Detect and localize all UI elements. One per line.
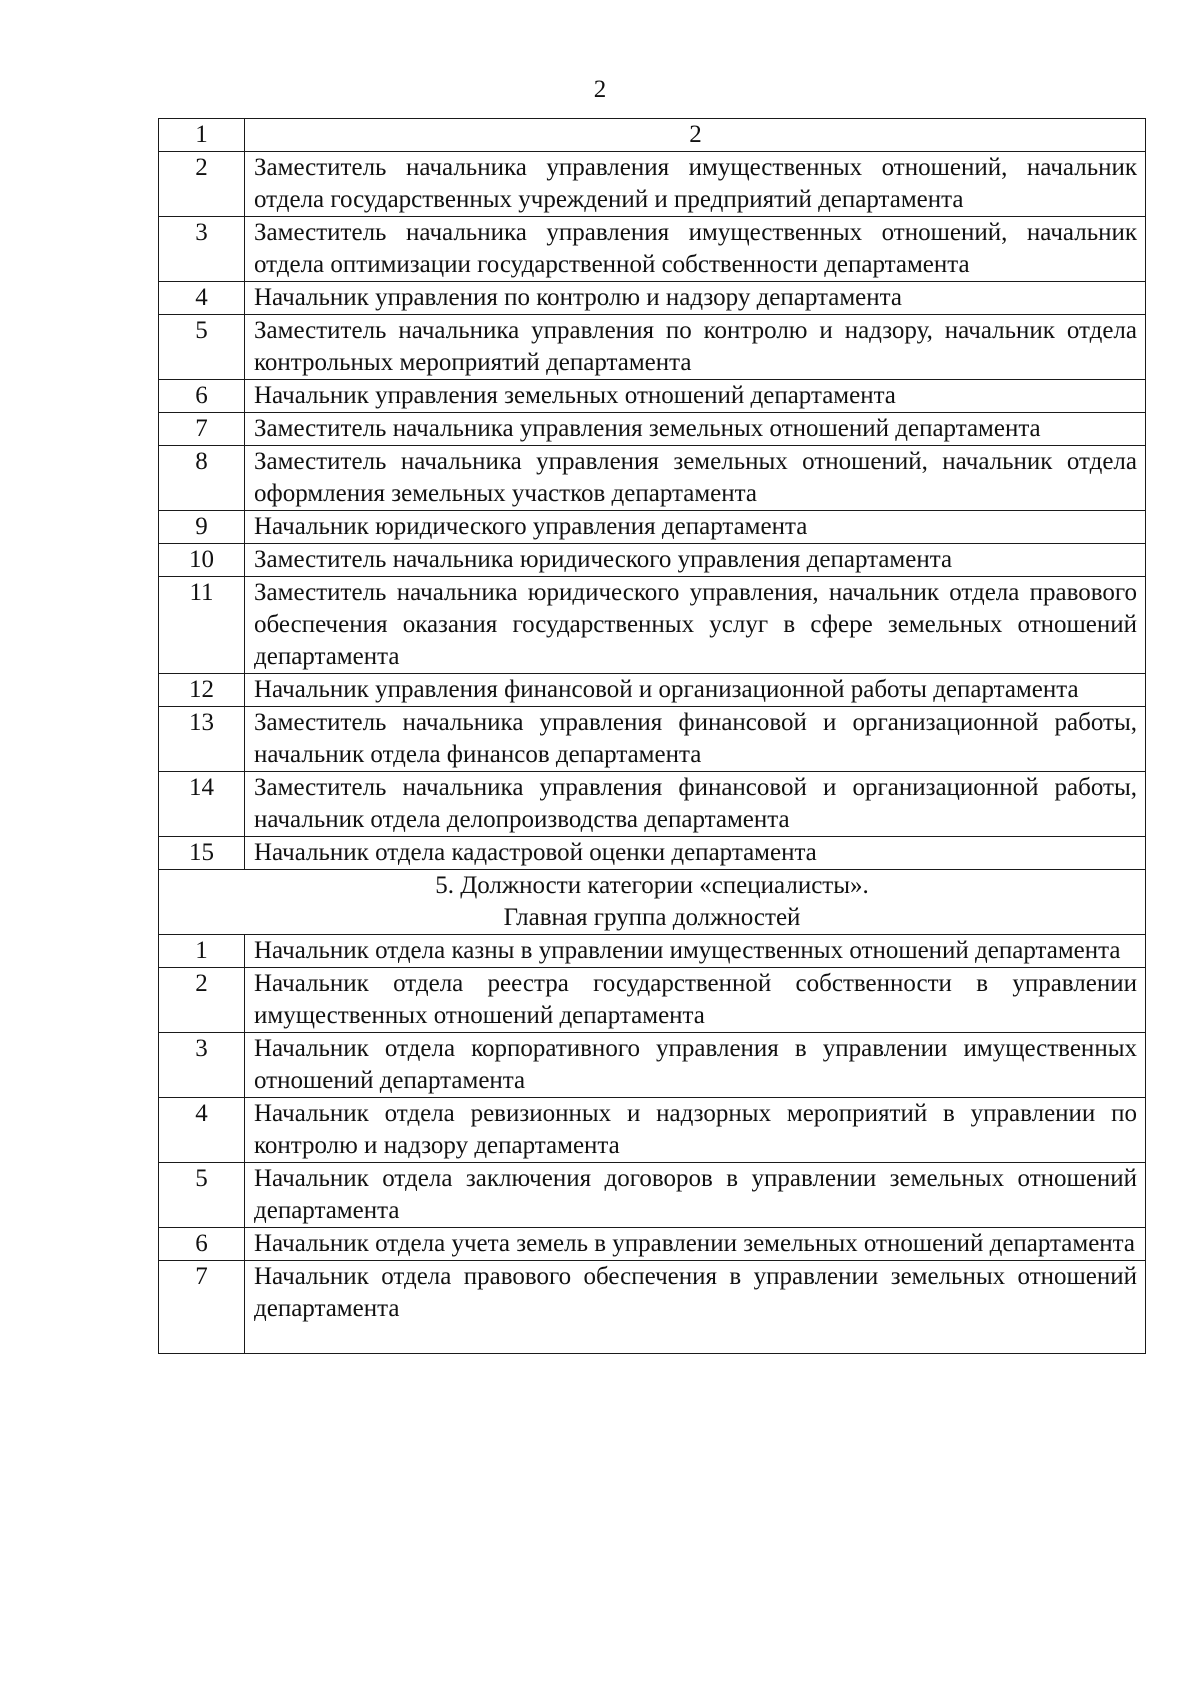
page-number: 2 [593,76,607,103]
section-title: 5. Должности категории «специалисты». [435,872,869,899]
table-row [159,413,1146,446]
row-number: 6 [159,380,245,413]
row-position-text: Заместитель начальника управления земельных отношений департамента [245,413,1146,446]
table-row [159,968,1146,1033]
row-number: 11 [159,577,245,674]
row-number: 3 [159,217,245,282]
row-position-text: Начальник отдела учета земель в управлении земельных отношений департамента [245,1228,1146,1261]
row-position-text: Начальник отдела реестра государственной собственности в управлении имущественных отношений департамента [245,968,1146,1033]
row-position-text: Заместитель начальника управления имущественных отношений, начальник отдела государственных учреждений и предприятий департамента [245,152,1146,217]
row-number: 1 [159,935,245,968]
row-position-text: Заместитель начальника управления имущественных отношений, начальник отдела оптимизации государственной собственности департамента [245,217,1146,282]
table-row [159,544,1146,577]
table-row [159,674,1146,707]
row-position-text: Заместитель начальника юридического управления департамента [245,544,1146,577]
row-number: 2 [159,152,245,217]
table-row [159,511,1146,544]
row-position-text: Начальник управления земельных отношений департамента [245,380,1146,413]
section-header-row [159,870,1146,935]
table-row [159,282,1146,315]
row-number: 4 [159,1098,245,1163]
row-number: 5 [159,315,245,380]
table-row [159,446,1146,511]
row-number: 6 [159,1228,245,1261]
header-col-number: 1 [159,119,245,152]
table-header-row [159,119,1146,152]
row-number: 3 [159,1033,245,1098]
row-position-text: Заместитель начальника управления финансовой и организационной работы, начальник отдела финансов департамента [245,707,1146,772]
row-number: 7 [159,1261,245,1354]
row-position-text: Заместитель начальника управления земельных отношений, начальник отдела оформления земельных участков департамента [245,446,1146,511]
row-number: 9 [159,511,245,544]
row-position-text: Начальник отдела правового обеспечения в управлении земельных отношений департамента [245,1261,1146,1354]
row-position-text: Начальник управления финансовой и организационной работы департамента [245,674,1146,707]
table-row [159,772,1146,837]
row-position-text: Начальник управления по контролю и надзору департамента [245,282,1146,315]
row-number: 13 [159,707,245,772]
row-position-text: Начальник отдела заключения договоров в управлении земельных отношений департамента [245,1163,1146,1228]
table-row [159,1033,1146,1098]
table-row [159,707,1146,772]
row-number: 12 [159,674,245,707]
row-position-text: Начальник отдела ревизионных и надзорных мероприятий в управлении по контролю и надзору департамента [245,1098,1146,1163]
row-position-text: Начальник отдела казны в управлении имущественных отношений департамента [245,935,1146,968]
positions-table [158,118,1146,1354]
row-number: 4 [159,282,245,315]
row-position-text: Заместитель начальника управления по контролю и надзору, начальник отдела контрольных мероприятий департамента [245,315,1146,380]
table-row [159,1163,1146,1228]
table-row [159,1228,1146,1261]
section-subtitle: Главная группа должностей [503,904,801,931]
table-row [159,1261,1146,1354]
row-position-text: Начальник отдела кадастровой оценки департамента [245,837,1146,870]
row-position-text: Начальник юридического управления департамента [245,511,1146,544]
table-row [159,152,1146,217]
table-row [159,837,1146,870]
table-row [159,380,1146,413]
row-number: 14 [159,772,245,837]
row-position-text: Начальник отдела корпоративного управления в управлении имущественных отношений департамента [245,1033,1146,1098]
header-col-position: 2 [245,119,1146,152]
table-row [159,315,1146,380]
row-number: 8 [159,446,245,511]
row-number: 15 [159,837,245,870]
row-position-text: Заместитель начальника юридического управления, начальник отдела правового обеспечения оказания государственных услуг в сфере земельных отношений департамента [245,577,1146,674]
row-position-text: Заместитель начальника управления финансовой и организационной работы, начальник отдела делопроизводства департамента [245,772,1146,837]
row-number: 2 [159,968,245,1033]
table-row [159,577,1146,674]
section-header-cell [159,870,1146,935]
row-number: 10 [159,544,245,577]
table-row [159,935,1146,968]
table-row [159,217,1146,282]
row-number: 5 [159,1163,245,1228]
table-row [159,1098,1146,1163]
row-number: 7 [159,413,245,446]
